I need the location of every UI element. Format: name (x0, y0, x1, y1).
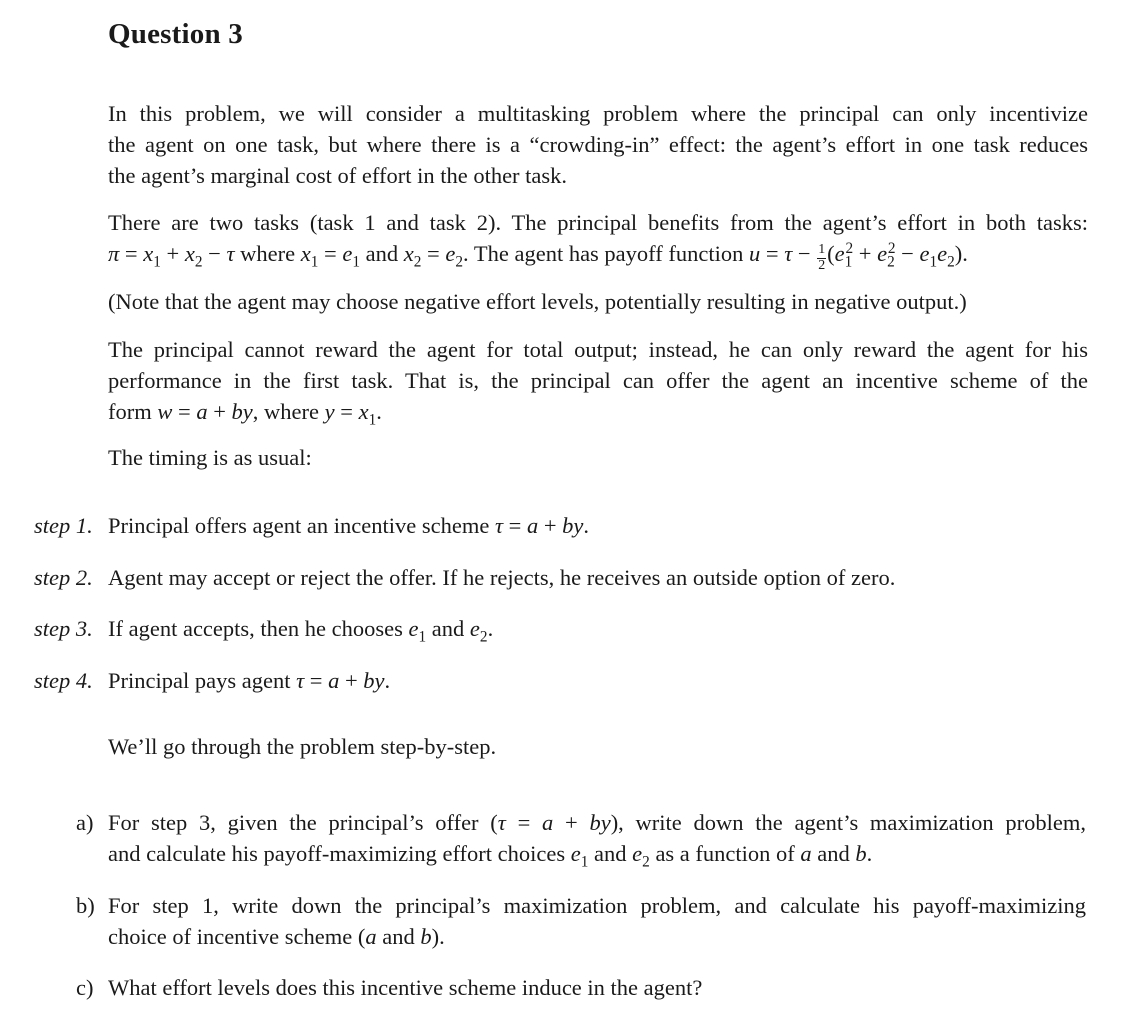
intro-paragraph (108, 98, 1088, 191)
timing-paragraph: The timing is as usual: (108, 445, 312, 470)
one-half-fraction: $\frac{1}{2}$ (818, 242, 826, 273)
tasks-line-2: $\pi = x_1 + x_2 - \tau$ where $x_1 = e_1$ and $x_2 = e_2$. The agent has payoff function u = τ − $\frac{1}{2}$ $(e_1^2 + e_2^2 - e_1e_2)$. (108, 239, 968, 273)
walkthrough-text: We’ll go through the problem step-by-step. (108, 734, 497, 759)
question-c-line-1: What effort levels does this incentive scheme induce in the agent? (108, 975, 703, 1000)
question-b-line-2: choice of incentive scheme (a and b). (108, 924, 445, 949)
reward-line-1: The principal cannot reward the agent for total output; instead, he can only reward the agent for his (108, 337, 1088, 362)
question-b (76, 890, 1086, 952)
reward-line-3: form w = a + by, where $y = x_1$. (108, 399, 382, 429)
question-b-body (108, 890, 1086, 952)
question-a-line-2: and calculate his payoff-maximizing effort choices $e_1$ and $e_2$ as a function of a and b. (108, 841, 873, 871)
reward-paragraph (108, 334, 1088, 427)
question-a-body (108, 807, 1086, 869)
note-paragraph: (Note that the agent may choose negative effort levels, potentially resulting in negative output.) (108, 289, 967, 314)
where-text: where (234, 241, 301, 266)
tasks-paragraph (108, 207, 1088, 273)
step-4: step 4. Principal pays agent τ = a + by. (34, 665, 1114, 696)
intro-line-1: In this problem, we will consider a multitasking problem where the principal can only incentivize (108, 101, 1088, 126)
question-b-line-1: For step 1, write down the principal’s maximization problem, and calculate his payoff-maximizing (108, 893, 1086, 918)
step-2-label: step 2. (34, 565, 93, 590)
intro-line-2: the agent on one task, but where there is a “crowding-in” effect: the agent’s effort in one task reduces (108, 132, 1088, 157)
step-3: step 3. If agent accepts, then he chooses $e_1$ and $e_2$. (34, 613, 1114, 644)
payoff-text: . The agent has payoff function (463, 241, 749, 266)
step-4-label: step 4. (34, 668, 93, 693)
question-c-body (108, 972, 1086, 1003)
question-a-line-1: For step 3, given the principal’s offer (τ = a + by), write down the agent’s maximization problem, (108, 810, 1086, 835)
question-c (76, 972, 1086, 1003)
intro-line-3: the agent’s marginal cost of effort in the other task. (108, 163, 568, 188)
reward-line-2: performance in the first task. That is, the principal can offer the agent an incentive scheme of the (108, 368, 1088, 393)
question-b-label: b) (76, 893, 95, 918)
question-a (76, 807, 1086, 869)
step-3-label: step 3. (34, 616, 93, 641)
question-c-label: c) (76, 975, 94, 1000)
step-1: step 1. Principal offers agent an incentive scheme τ = a + by. (34, 510, 1114, 541)
and-text: and (360, 241, 404, 266)
step-1-label: step 1. (34, 513, 93, 538)
tasks-line-1: There are two tasks (task 1 and task 2). The principal benefits from the agent’s effort in both tasks: (108, 210, 1088, 235)
step-2: step 2. Agent may accept or reject the offer. If he rejects, he receives an outside option of zero. (34, 562, 1114, 593)
question-a-label: a) (76, 810, 94, 835)
question-title: Question 3 (108, 18, 243, 50)
